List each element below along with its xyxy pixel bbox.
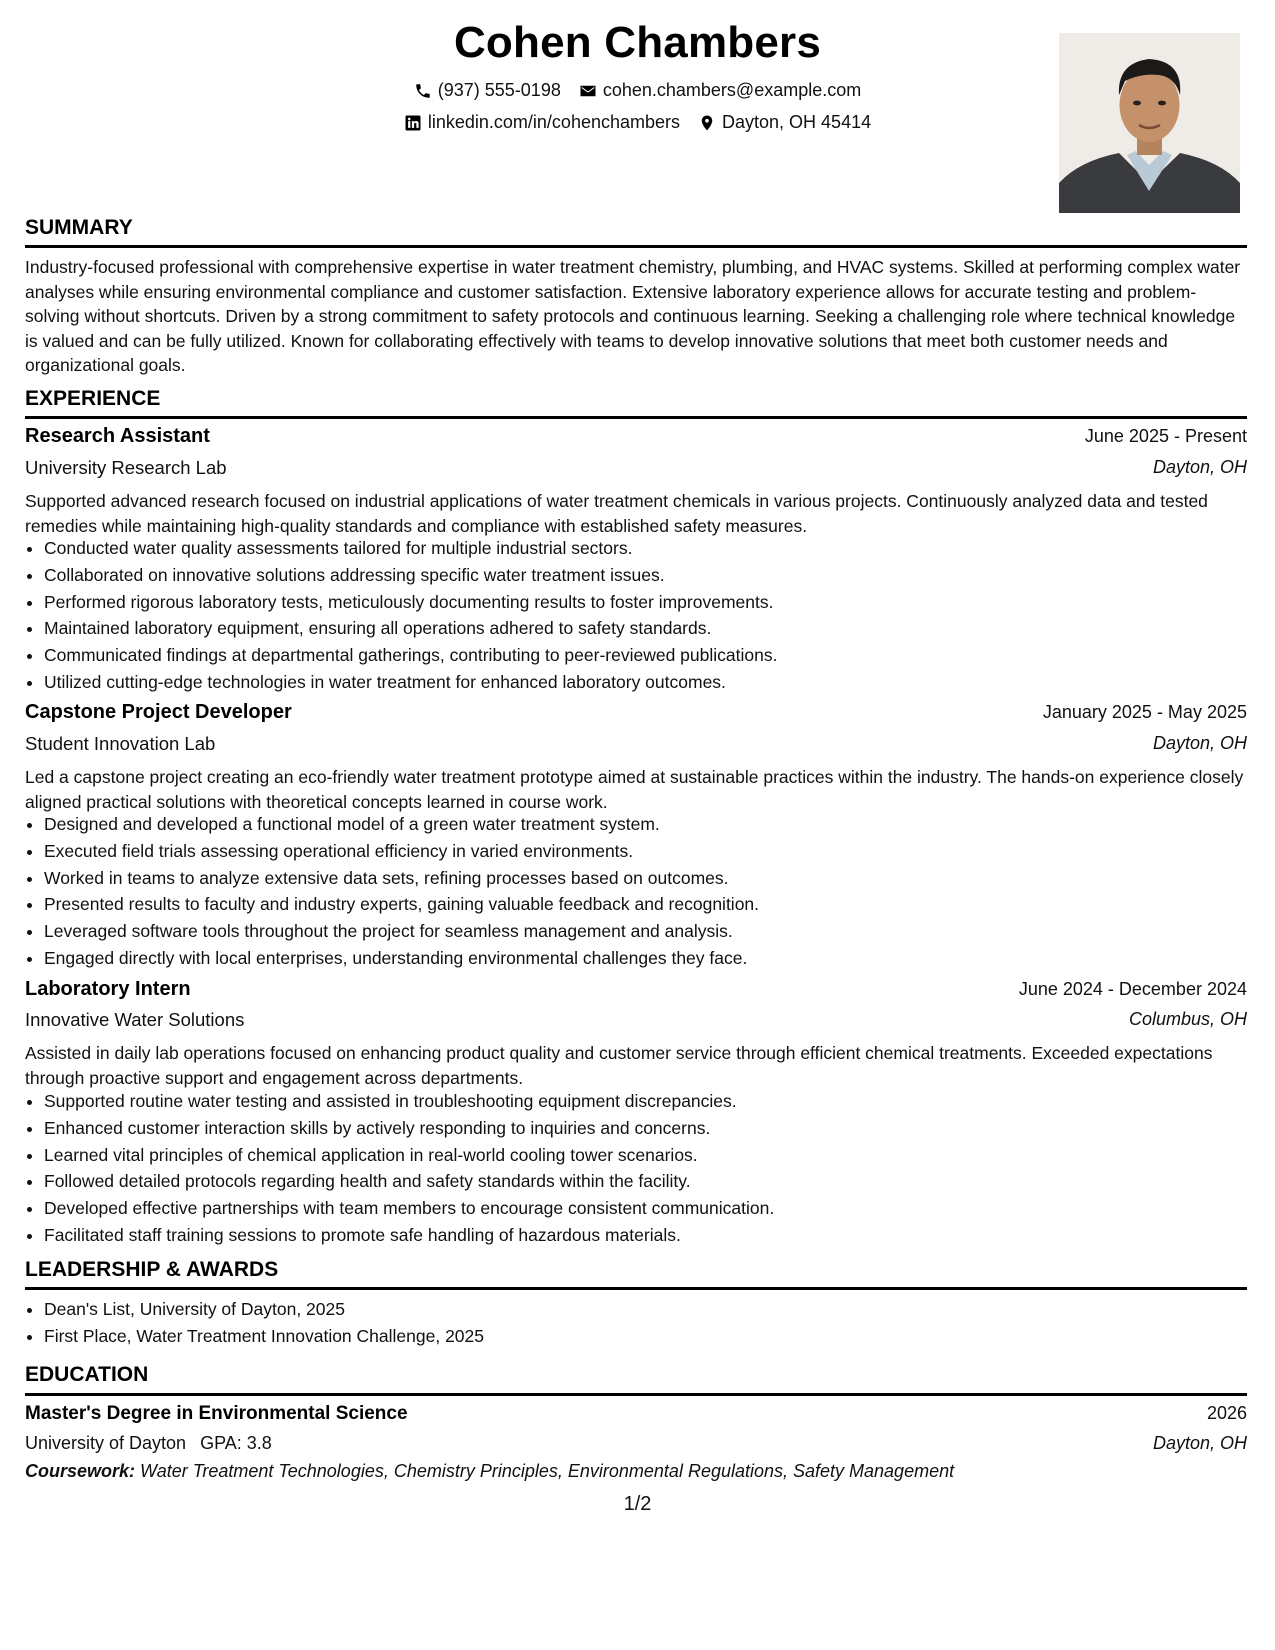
- summary-text: Industry-focused professional with comprehensive expertise in water treatment chemistry, plumbing, and HVAC systems. Skilled at performing complex water analyses while ensuring environmental compliance and customer satisfaction. Extensive laboratory experience allows for accurate testing and problem-solving without shortcuts. Driven by a strong commitment to safety protocols and continuous learning. Seeking a challenging role where technical knowledge is valued and can be fully utilized. Known for collaborating effectively with teams to develop innovative solutions that meet both customer needs and organizational goals.: [25, 257, 1241, 375]
- phone-contact[interactable]: [414, 80, 561, 101]
- job-dates: January 2025 - May 2025: [1042, 702, 1247, 722]
- list-item: • Followed detailed protocols regarding health and safety standards within the facility.: [44, 1168, 1266, 1195]
- list-item: • Utilized cutting-edge technologies in water treatment for enhanced laboratory outcomes.: [44, 669, 1266, 696]
- coursework-line: [25, 1461, 1247, 1482]
- summary-heading: SUMMARY: [25, 216, 133, 239]
- map-pin-icon: [698, 114, 716, 132]
- coursework-label: Coursework:: [25, 1461, 136, 1481]
- linkedin-contact[interactable]: [404, 112, 680, 133]
- job-bullet-list: [25, 811, 1266, 972]
- job-description: Assisted in daily lab operations focused on enhancing product quality and customer service through efficient chemical treatments. Exceeded expectations through proactive support and engagement across departments.: [25, 1043, 1213, 1088]
- list-item: • Presented results to faculty and industry experts, gaining valuable feedback and recognition.: [44, 891, 1266, 918]
- school-line: [25, 1433, 272, 1454]
- job-location: Columbus, OH: [1128, 1009, 1247, 1029]
- list-item: • Engaged directly with local enterprises, understanding environmental challenges they face.: [44, 945, 1266, 972]
- leadership-divider: [25, 1287, 1247, 1290]
- list-item: • Designed and developed a functional model of a green water treatment system.: [44, 811, 1266, 838]
- summary-divider: [25, 245, 1247, 248]
- list-item: • Maintained laboratory equipment, ensuring all operations adhered to safety standards.: [44, 615, 1266, 642]
- graduation-year: 2026: [1206, 1403, 1247, 1423]
- experience-heading: EXPERIENCE: [25, 387, 161, 410]
- list-item: • Worked in teams to analyze extensive data sets, refining processes based on outcomes.: [44, 865, 1266, 892]
- job-location: Dayton, OH: [1152, 457, 1247, 477]
- list-item: • Conducted water quality assessments tailored for multiple industrial sectors.: [44, 535, 1266, 562]
- degree-title: Master's Degree in Environmental Science: [25, 1403, 408, 1424]
- education-heading: EDUCATION: [25, 1363, 149, 1386]
- experience-divider: [25, 416, 1247, 419]
- awards-list: [25, 1296, 1266, 1350]
- linkedin-icon: [404, 114, 422, 132]
- job-dates: June 2025 - Present: [1084, 426, 1247, 446]
- email-contact[interactable]: [579, 80, 861, 101]
- school-location: Dayton, OH: [1152, 1433, 1247, 1453]
- school-name: University of Dayton: [25, 1433, 187, 1453]
- list-item: • Communicated findings at departmental gatherings, contributing to peer-reviewed publications.: [44, 642, 1266, 669]
- list-item: • Learned vital principles of chemical application in real-world cooling tower scenarios.: [44, 1142, 1266, 1169]
- list-item: • Developed effective partnerships with team members to encourage consistent communication.: [44, 1195, 1266, 1222]
- job-title: Capstone Project Developer: [25, 701, 292, 723]
- job-dates: June 2024 - December 2024: [1018, 979, 1247, 999]
- job-location: Dayton, OH: [1152, 733, 1247, 753]
- gpa: GPA: 3.8: [200, 1433, 272, 1453]
- job-bullet-list: [25, 535, 1266, 696]
- education-divider: [25, 1393, 1247, 1396]
- list-item: • First Place, Water Treatment Innovation Challenge, 2025: [44, 1323, 1266, 1350]
- location-contact: [698, 112, 871, 133]
- list-item: • Supported routine water testing and assisted in troubleshooting equipment discrepancies.: [44, 1088, 1266, 1115]
- job-organization: Student Innovation Lab: [25, 733, 216, 754]
- list-item: • Executed field trials assessing operational efficiency in varied environments.: [44, 838, 1266, 865]
- leadership-heading: LEADERSHIP & AWARDS: [25, 1258, 279, 1281]
- list-item: • Collaborated on innovative solutions addressing specific water treatment issues.: [44, 562, 1266, 589]
- list-item: • Dean's List, University of Dayton, 2025: [44, 1296, 1266, 1323]
- job-organization: University Research Lab: [25, 457, 227, 478]
- list-item: • Facilitated staff training sessions to promote safe handling of hazardous materials.: [44, 1222, 1266, 1249]
- job-description: Supported advanced research focused on industrial applications of water treatment chemicals in various projects. Continuously analyzed data and tested remedies while maintaining high-quality standards and compliance with established safety measures.: [25, 491, 1208, 536]
- candidate-name: Cohen Chambers: [453, 18, 822, 67]
- email-text: cohen.chambers@example.com: [602, 80, 862, 100]
- job-organization: Innovative Water Solutions: [25, 1009, 245, 1030]
- phone-text: (937) 555-0198: [437, 80, 561, 100]
- phone-icon: [414, 82, 432, 100]
- job-title: Laboratory Intern: [25, 978, 191, 1000]
- job-title: Research Assistant: [25, 425, 210, 447]
- envelope-icon: [579, 82, 597, 100]
- coursework-text: Water Treatment Technologies, Chemistry Principles, Environmental Regulations, Safety Management: [140, 1461, 955, 1481]
- location-text: Dayton, OH 45414: [722, 112, 872, 132]
- list-item: • Leveraged software tools throughout the project for seamless management and analysis.: [44, 918, 1266, 945]
- page-number: 1/2: [623, 1493, 652, 1515]
- list-item: • Enhanced customer interaction skills by actively responding to inquiries and concerns.: [44, 1115, 1266, 1142]
- job-description: Led a capstone project creating an eco-friendly water treatment prototype aimed at sustainable practices within the industry. The hands-on experience closely aligned practical solutions with theoretical concepts learned in course work.: [25, 767, 1244, 812]
- list-item: • Performed rigorous laboratory tests, meticulously documenting results to foster improvements.: [44, 589, 1266, 616]
- job-bullet-list: [25, 1088, 1266, 1249]
- linkedin-text: linkedin.com/in/cohenchambers: [427, 112, 681, 132]
- profile-photo: [1059, 33, 1240, 213]
